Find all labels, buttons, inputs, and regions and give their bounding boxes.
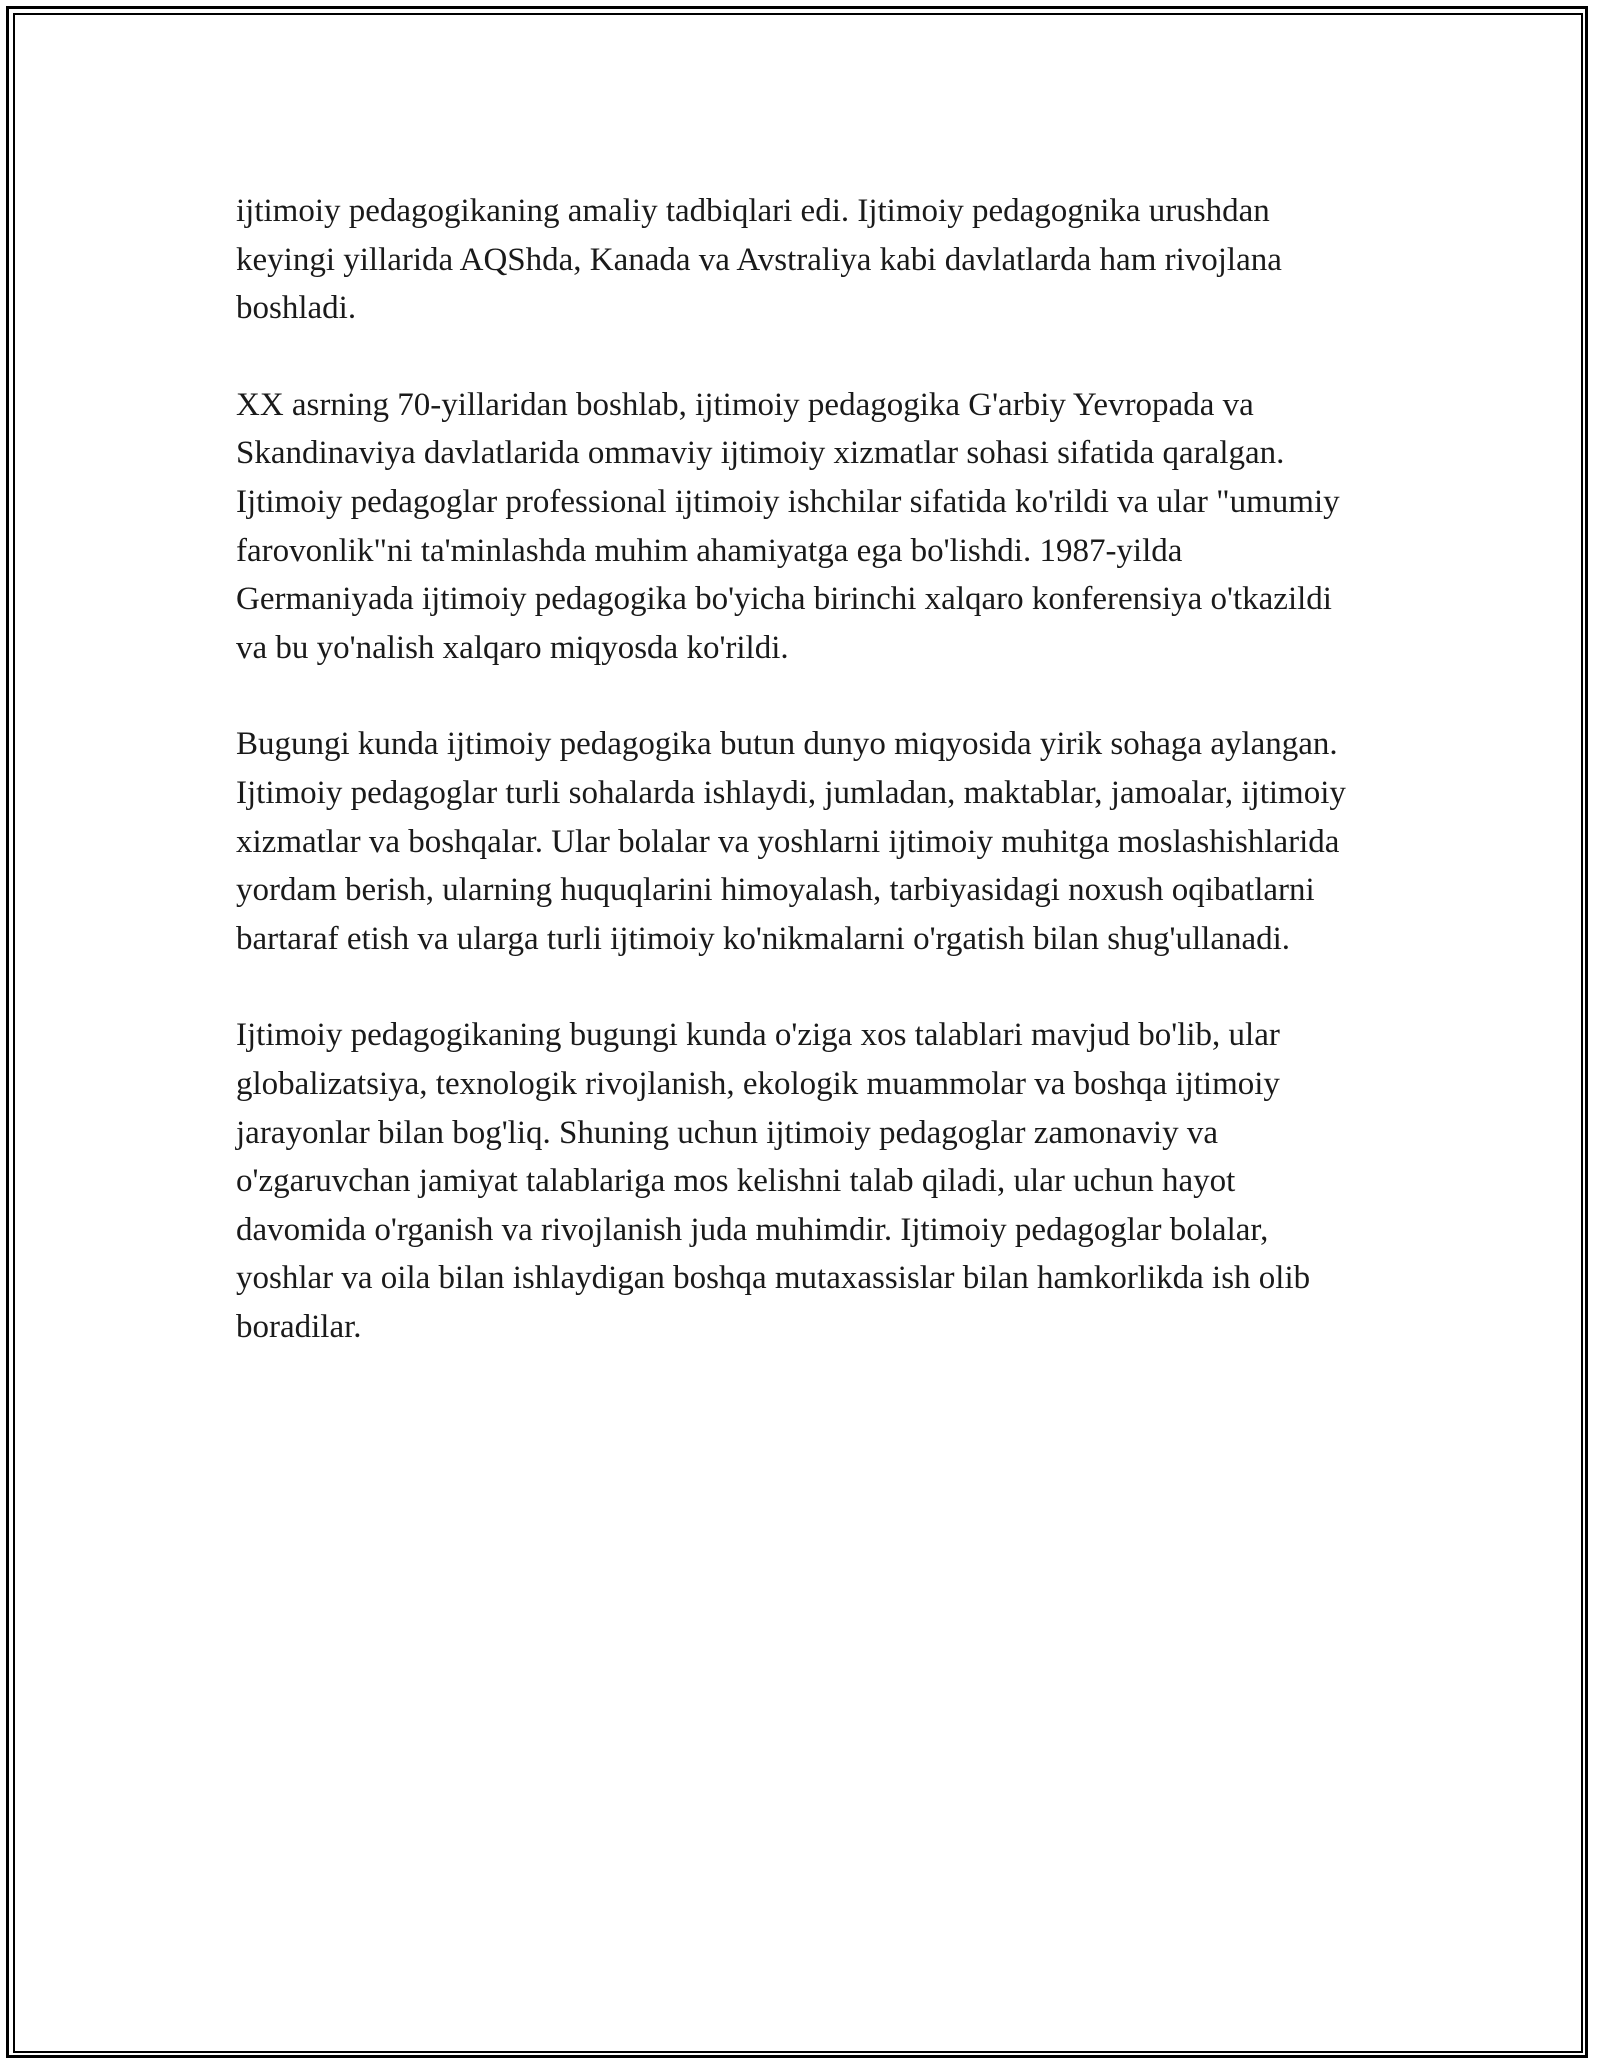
paragraph-2: XX asrning 70-yillaridan boshlab, ijtimoiy pedagogika G'arbiy Yevropada va Skandinaviya davlatlarida ommaviy ijtimoiy xizmatlar sohasi sifatida qaralgan. Ijtimoiy pedagoglar professional ijtimoiy ishchilar sifatida ko'rildi va ular "umumiy farovonlik"ni ta'minlashda muhim ahamiyatga ega bo'lishdi. 1987-yilda Germaniyada ijtimoiy pedagogika bo'yicha birinchi xalqaro konferensiya o'tkazildi va bu yo'nalish xalqaro miqyosda ko'rildi.: [236, 386, 1340, 666]
paragraph-1: ijtimoiy pedagogikaning amaliy tadbiqlari edi. Ijtimoiy pedagognika urushdan keyingi yillarida AQShda, Kanada va Avstraliya kabi davlatlarda ham rivojlana boshladi.: [236, 193, 1282, 327]
paragraph-4: Ijtimoiy pedagogikaning bugungi kunda o'ziga xos talablari mavjud bo'lib, ular globalizatsiya, texnologik rivojlanish, ekologik muammolar va boshqa ijtimoiy jarayonlar bilan bog'liq. Shuning uchun ijtimoiy pedagoglar zamonaviy va o'zgaruvchan jamiyat talablariga mos kelishni talab qiladi, ular uchun hayot davomida o'rganish va rivojlanish juda muhimdir. Ijtimoiy pedagoglar bolalar, yoshlar va oila bilan ishlaydigan boshqa mutaxassislar bilan hamkorlikda ish olib boradilar.: [236, 1017, 1311, 1345]
paragraph-3: Bugungi kunda ijtimoiy pedagogika butun dunyo miqyosida yirik sohaga aylangan. Ijtimoiy pedagoglar turli sohalarda ishlaydi, jumladan, maktablar, jamoalar, ijtimoiy xizmatlar va boshqalar. Ular bolalar va yoshlarni ijtimoiy muhitga moslashishlarida yordam berish, ularning huquqlarini himoyalash, tarbiyasidagi noxush oqibatlarni bartaraf etish va ularga turli ijtimoiy ko'nikmalarni o'rgatish bilan shug'ullanadi.: [236, 726, 1346, 957]
document-body: [236, 187, 1366, 1399]
